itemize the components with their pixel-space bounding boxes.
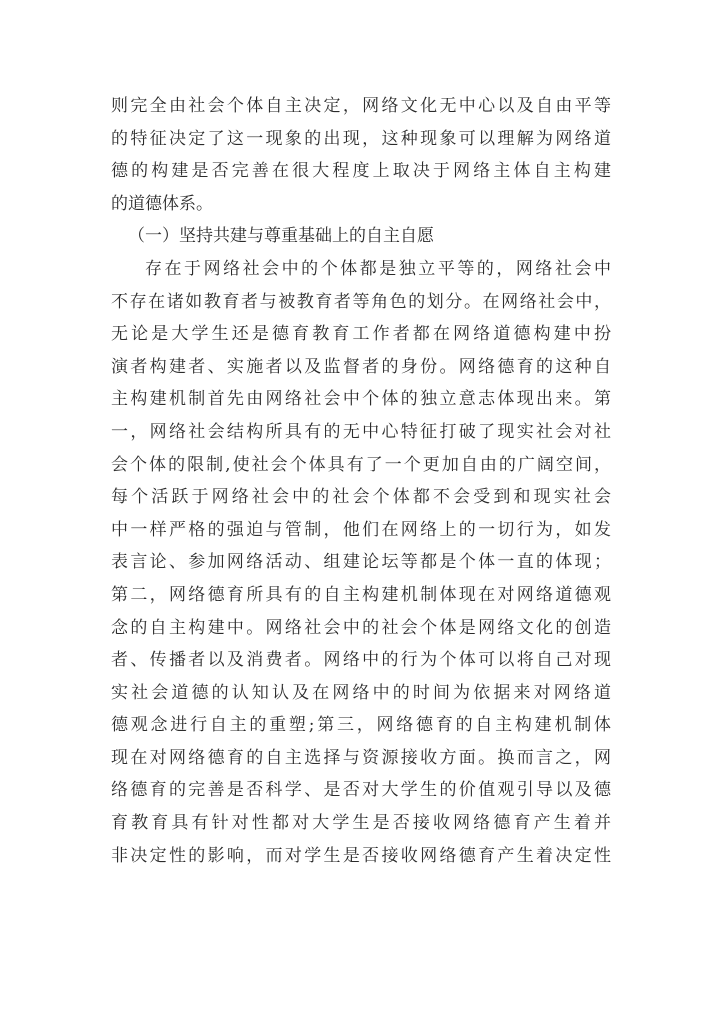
paragraph-2-line: 每个活跃于网络社会中的社会个体都不会受到和现实社会 xyxy=(111,487,611,508)
document-body xyxy=(111,90,611,872)
paragraph-2-line: 中一样严格的强迫与管制，他们在网络上的一切行为，如发 xyxy=(111,519,611,540)
paragraph-1-line: 则完全由社会个体自主决定，网络文化无中心以及自由平等 xyxy=(111,96,611,116)
paragraph-2-line: 实社会道德的认知认及在网络中的时间为依据来对网络道 xyxy=(111,682,611,703)
paragraph-2-line: 育教育具有针对性都对大学生是否接收网络德育产生着并 xyxy=(111,813,611,834)
paragraph-2-line: 非决定性的影响，而对学生是否接收网络德育产生着决定性 xyxy=(111,845,611,866)
paragraph-1-line: 的道德体系。 xyxy=(111,193,213,214)
paragraph-2-line: 念的自主构建中。网络社会中的社会个体是网络文化的创造 xyxy=(111,617,611,638)
paragraph-2-line: 无论是大学生还是德育教育工作者都在网络道德构建中扮 xyxy=(111,324,611,345)
paragraph-2-line: 演者构建者、实施者以及监督者的身份。网络德育的这种自 xyxy=(111,356,611,377)
paragraph-2-line: 一，网络社会结构所具有的无中心特征打破了现实社会对社 xyxy=(111,421,611,442)
paragraph-2-line: 德观念进行自主的重塑;第三，网络德育的自主构建机制体 xyxy=(111,715,611,736)
paragraph-2-line: 会个体的限制,使社会个体具有了一个更加自由的广阔空间， xyxy=(111,454,611,475)
paragraph-2-line: 络德育的完善是否科学、是否对大学生的价值观引导以及德 xyxy=(111,780,611,801)
paragraph-2-line: 主构建机制首先由网络社会中个体的独立意志体现出来。第 xyxy=(111,389,611,410)
paragraph-2-line: 第二，网络德育所具有的自主构建机制体现在对网络道德观 xyxy=(111,584,611,605)
paragraph-2-line: 现在对网络德育的自主选择与资源接收方面。换而言之，网 xyxy=(111,747,611,768)
paragraph-2-line: 者、传播者以及消费者。网络中的行为个体可以将自己对现 xyxy=(111,650,611,671)
paragraph-2 xyxy=(111,253,611,872)
paragraph-2-line: 表言论、参加网络活动、组建论坛等都是个体一直的体现； xyxy=(111,552,611,573)
paragraph-2-line: 不存在诸如教育者与被教育者等角色的划分。在网络社会中， xyxy=(111,291,611,312)
paragraph-1 xyxy=(111,90,611,220)
paragraph-1-line: 德的构建是否完善在很大程度上取决于网络主体自主构建 xyxy=(111,161,611,182)
paragraph-2-line: 存在于网络社会中的个体都是独立平等的，网络社会中 xyxy=(145,258,611,279)
section-heading: （一）坚持共建与尊重基础上的自主自愿 xyxy=(128,226,434,247)
paragraph-1-line: 的特征决定了这一现象的出现，这种现象可以理解为网络道 xyxy=(111,128,611,149)
